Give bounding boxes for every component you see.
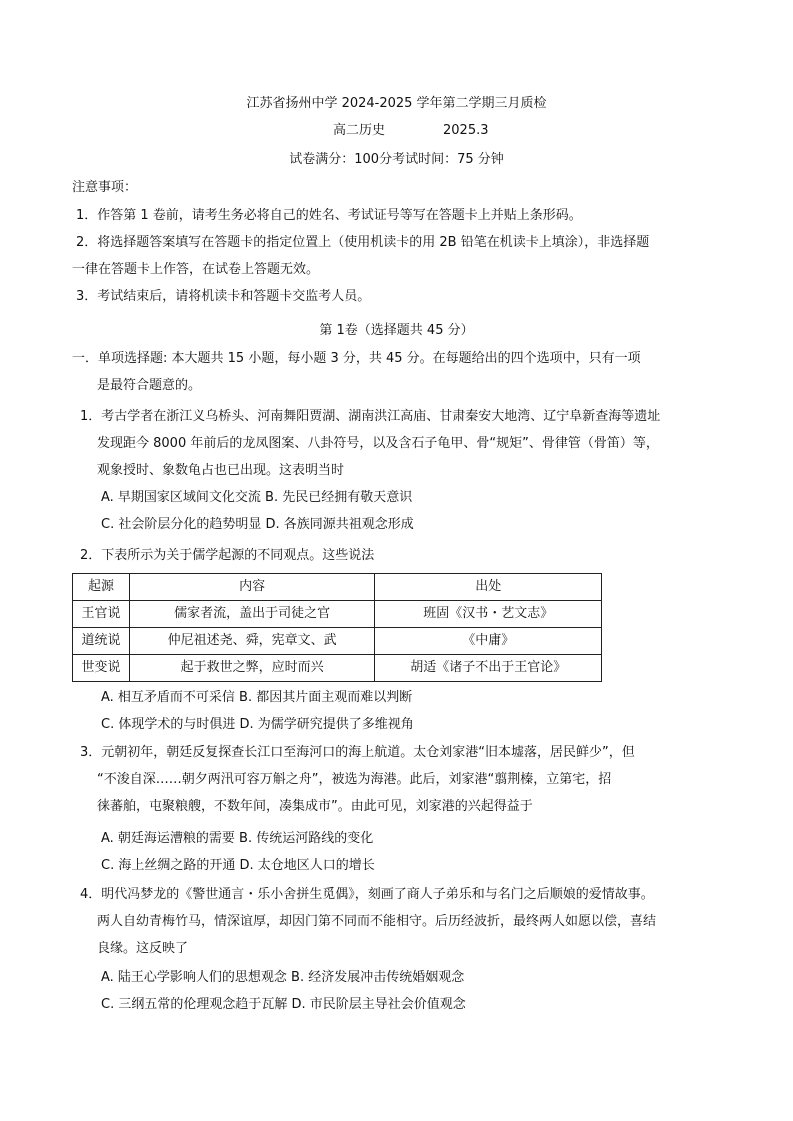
notice-item-2: 2．将选择题答案填写在答题卡的指定位置上（使用机读卡的用 2B 铅笔在机读卡上填涂），非选择题 — [76, 235, 650, 250]
table-cell: 胡适《诸子不出于王官论》 — [375, 655, 602, 682]
table-header-row — [73, 574, 602, 601]
q3-stem: 3．元朝初年，朝廷反复探查长江口至海河口的海上航道。太仓刘家港“旧本墟落，居民鲜少”，但 — [80, 745, 635, 760]
notice-heading: 注意事项： — [72, 180, 138, 195]
table-cell: 班固《汉书・艺文志》 — [375, 601, 602, 628]
q1-stem-3: 观象授时、象数龟占也已出现。这表明当时 — [97, 463, 345, 478]
table-cell: 世变说 — [73, 655, 130, 682]
section-instruction-cont: 是最符合题意的。 — [97, 378, 202, 393]
q3-options-cd: C. 海上丝绸之路的开通 D. 太仓地区人口的增长 — [101, 858, 375, 873]
q3-stem-2: “不浚自深……朝夕两汛可容万斛之舟”，被选为海港。此后，刘家港“翦荆榛，立第宅，招 — [97, 772, 612, 787]
table-cell: 仲尼祖述尧、舜，宪章文、武 — [129, 628, 375, 655]
table-cell: 起于救世之弊，应时而兴 — [129, 655, 375, 682]
table-header: 出处 — [375, 574, 602, 601]
notice-item-1: 1．作答第 1 卷前，请考生务必将自己的姓名、考试证号等写在答题卡上并贴上条形码。 — [76, 208, 582, 223]
exam-date: 2025.3 — [443, 123, 489, 138]
table-row — [73, 655, 602, 682]
notice-item-2-cont: 一律在答题卡上作答，在试卷上答题无效。 — [72, 262, 320, 277]
section-instruction: 一．单项选择题: 本大题共 15 小题，每小题 3 分，共 45 分。在每题给出的四个选项中，只有一项 — [72, 351, 641, 366]
q2-options-cd: C. 体现学术的与时俱进 D. 为儒学研究提供了多维视角 — [101, 717, 414, 732]
table-cell: 儒家者流，盖出于司徒之官 — [129, 601, 375, 628]
q1-options-cd: C. 社会阶层分化的趋势明显 D. 各族同源共祖观念形成 — [101, 517, 414, 532]
exam-info: 试卷满分：100分考试时间：75 分钟 — [289, 152, 504, 167]
q3-options-ab: A. 朝廷海运漕粮的需要 B. 传统运河路线的变化 — [101, 831, 374, 846]
q2-options-ab: A. 相互矛盾而不可采信 B. 都因其片面主观而难以判断 — [101, 690, 413, 705]
table-header: 内容 — [129, 574, 375, 601]
q1-stem: 1．考古学者在浙江义乌桥头、河南舞阳贾湖、湖南洪江高庙、甘肃秦安大地湾、辽宁阜新查海等遗址 — [80, 409, 661, 424]
table-row — [73, 601, 602, 628]
q2-stem: 2．下表所示为关于儒学起源的不同观点。这些说法 — [80, 548, 375, 563]
subject: 高二历史 — [333, 123, 386, 138]
table-cell: 《中庸》 — [375, 628, 602, 655]
q1-stem-2: 发现距今 8000 年前后的龙凤图案、八卦符号，以及含石子龟甲、骨“规矩”、骨律管（骨笛）等， — [97, 436, 659, 451]
table-row — [73, 628, 602, 655]
q4-options-ab: A. 陆王心学影响人们的思想观念 B. 经济发展冲击传统婚姻观念 — [101, 970, 465, 985]
section-title: 第 1卷（选择题共 45 分） — [319, 323, 474, 338]
origin-table — [72, 573, 602, 682]
subject-line — [333, 123, 489, 139]
table-header: 起源 — [73, 574, 130, 601]
q1-options-ab: A. 早期国家区域间文化交流 B. 先民已经拥有敬天意识 — [101, 490, 413, 505]
notice-item-3: 3．考试结束后，请将机读卡和答题卡交监考人员。 — [76, 289, 371, 304]
exam-title: 江苏省扬州中学 2024-2025 学年第二学期三月质检 — [246, 96, 547, 111]
q4-stem: 4．明代冯梦龙的《警世通言・乐小舍拼生觅偶》，刻画了商人子弟乐和与名门之后顺娘的爱情故事。 — [80, 887, 654, 902]
q4-stem-3: 良缘。这反映了 — [97, 941, 189, 956]
q4-options-cd: C. 三纲五常的伦理观念趋于瓦解 D. 市民阶层主导社会价值观念 — [101, 997, 466, 1012]
table-cell: 道统说 — [73, 628, 130, 655]
table-cell: 王官说 — [73, 601, 130, 628]
q3-stem-3: 徕蕃舶，屯聚粮艘，不数年间，凑集成市”。由此可见，刘家港的兴起得益于 — [97, 799, 533, 814]
q4-stem-2: 两人自幼青梅竹马，情深谊厚，却因门第不同而不能相守。后历经波折，最终两人如愿以偿，喜结 — [97, 914, 657, 929]
